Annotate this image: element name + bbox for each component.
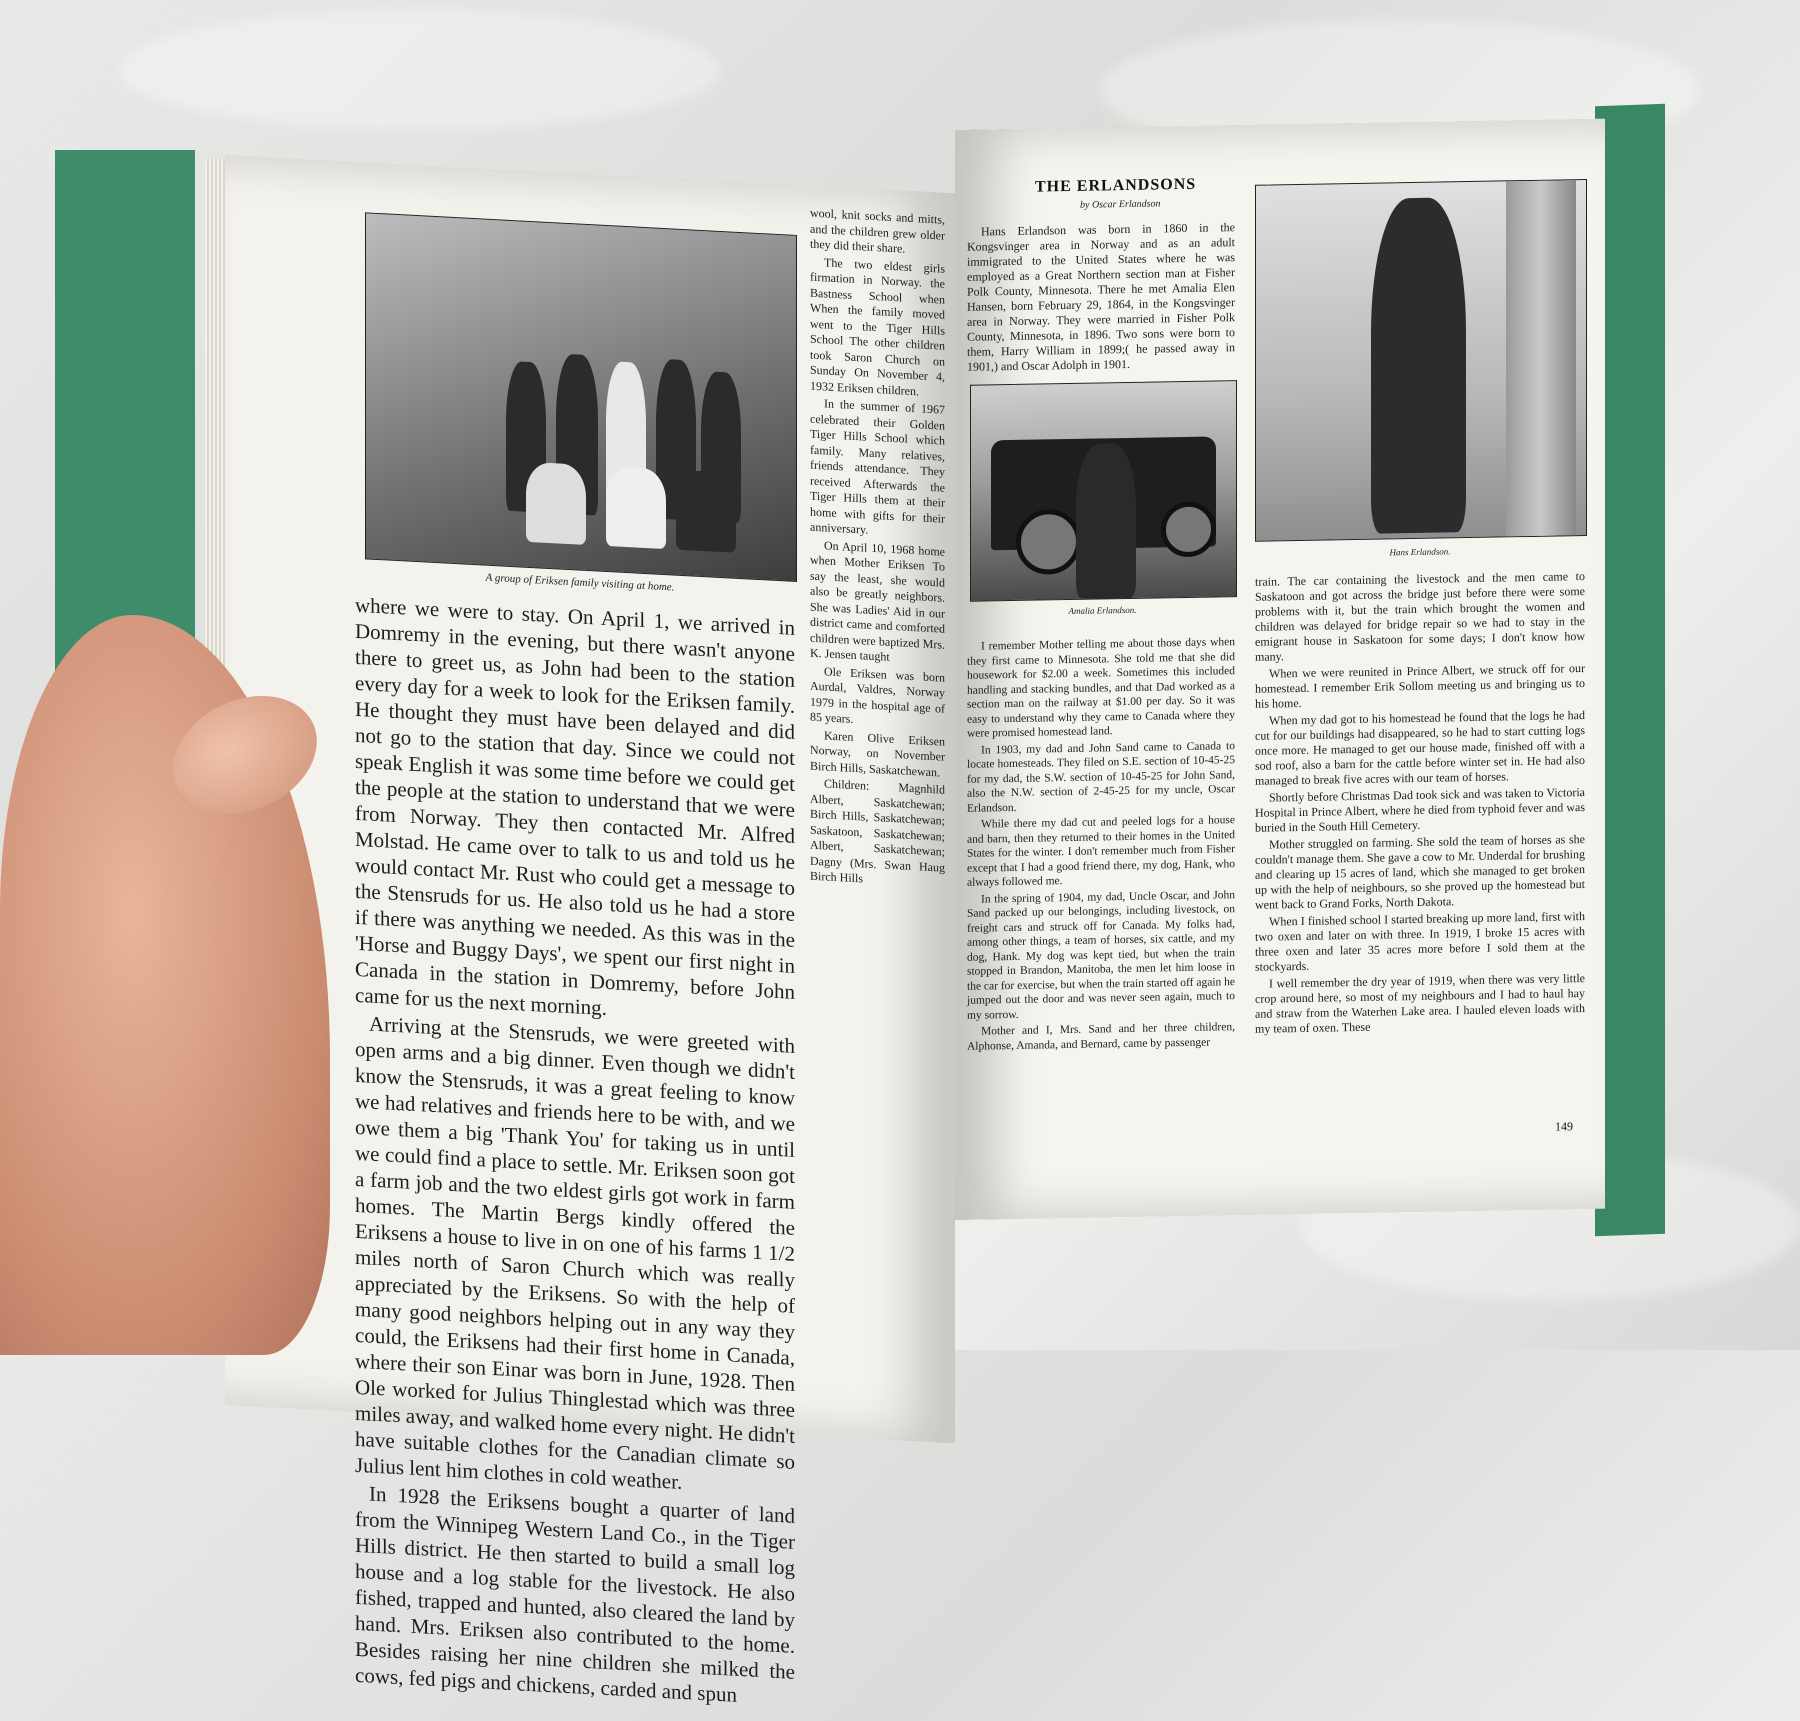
paragraph: Mother and I, Mrs. Sand and her three children, Alphonse, Amanda, and Bernard, came by passenger (967, 1021, 1235, 1053)
left-main-text (355, 592, 795, 1713)
left-side-column (810, 206, 945, 894)
paragraph: Children: Magnhild Albert, Saskatchewan; Birch Hills, Saskatchewan; Saskatoon, Saskatchewan; Albert, Saskatchewan; Dagny (Mrs. Swan Haug Birch Hills (810, 776, 945, 886)
paragraph: Mother struggled on farming. She sold the team of horses as she couldn't manage them. She gave a cow to Mr. Underdal for brushing and clearing up 15 acres of land, which she managed to get broken up with the help of neighbours, so she proved up the homestead but went back to Grand Forks, North Dakota. (1255, 832, 1585, 912)
person-figure (676, 470, 736, 553)
paragraph: where we were to stay. On April 1, we arrived in Domremy in the evening, but there wasn't anyone there to greet us, as John had been to the station every day for a week to look for the Eriksen family. He thought they must have been delayed and did not go to the station that day. Since we could not speak English it was some time before we could get the people at the station to understand that we were from Norway. They then contacted Mr. Alfred Molstad. He came over to talk to us and told us he would contact Mr. Rust who could get a message to the Stensruds for us. He also told us he had a store if there was anything we needed. As this was in the 'Horse and Buggy Days', we spent our first night in Canada in the station in Domremy, before John came for us the next morning. (355, 592, 795, 1021)
paragraph: In the spring of 1904, my dad, Uncle Oscar, and John Sand packed up our belongings, including livestock, on freight cars and struck off for Canada. My folks had, among other things, a team of horses, six cattle, and my dog, Hank. My dog was kept tied, but when the train stopped in Brandon, Manitoba, the men let him loose in the car for exercise, but when the train started off again he jumped out the door and was never seen again, much to my sorrow. (967, 888, 1236, 1022)
paragraph: Shortly before Christmas Dad took sick and was taken to Victoria Hospital in Prince Albert, where he died from typhoid fever and was buried in the South Hill Cemetery. (1255, 785, 1585, 835)
hans-figure (1371, 197, 1466, 534)
amalia-photo (970, 380, 1237, 602)
paragraph: I remember Mother telling me about those days when they first came to Minnesota. She told me that she did housework for $2.00 a week. Sometimes this included handling and stacking bundles, and that Dad worked as a section man on the railway at $1.00 per day. So it was easy to understand why they came to Canada where they were promised homestead land. (967, 636, 1235, 740)
paragraph: Ole Eriksen was born Aurdal, Valdres, Norway 1979 in the hospital age of 85 years. (810, 663, 945, 726)
chapter-byline: by Oscar Erlandson (1080, 198, 1161, 211)
right-column-1 (967, 635, 1235, 1056)
right-page (955, 119, 1605, 1220)
paragraph: In the summer of 1967 celebrated their Golden Tiger Hills School which family. Many relatives, friends attendance. They received Afterwards the Tiger Hills them at their home with gifts for their anniversary. (810, 396, 945, 537)
amalia-figure (1076, 443, 1136, 599)
person-figure (606, 466, 666, 549)
paragraph: I well remember the dry year of 1919, when there was very little crop around here, so most of my neighbours and I had to haul hay and straw from the Waterhen Lake area. I hauled eleven loads with my team of oxen. These (1255, 971, 1585, 1036)
car-wheel (1016, 509, 1081, 575)
hans-portrait-photo (1255, 179, 1587, 542)
paragraph: train. The car containing the livestock and the men came to Saskatoon and got across the bridge just before there were some problems with it, but the train which brought the women and children was delayed for bridge repair so we had to stay in the emigrant house in Saskatoon for some days; I don't know how many. (1255, 569, 1585, 664)
paragraph: When my dad got to his homestead he found that the logs he had cut for our buildings had disappeared, so he had to start cutting logs once more. He managed to get our house made, finished off with a sod roof, also a barn for the cattle before winter set in. He had also managed to break five acres with our team of horses. (1255, 708, 1585, 788)
paragraph: In 1903, my dad and John Sand came to Canada to locate homesteads. They filed on S.E. section of 10-45-25 for my dad, the S.W. section of 10-45-25 for John Sand, also the N.W. section of 2-45-25 for my uncle, Oscar Erlandson. (967, 739, 1235, 815)
pedestal (1506, 180, 1576, 536)
page-number: 149 (1555, 1119, 1573, 1134)
hans-caption: Hans Erlandson. (1389, 546, 1451, 558)
paragraph: Karen Olive Eriksen Norway, on November Birch Hills, Saskatchewan. (810, 727, 945, 779)
person-figure (526, 462, 586, 545)
family-group-photo (365, 212, 797, 582)
intro-text (967, 220, 1235, 377)
paragraph: On April 10, 1968 home when Mother Eriksen To say the least, she would also be greatly neighbors. She was Ladies' Aid in our district came and comforted children were baptized Mrs. K. Jensen taught (810, 537, 945, 664)
paragraph: In 1928 the Eriksens bought a quarter of land from the Winnipeg Western Land Co., in the Tiger Hills district. He then started to build a small log house and a log stable for the livestock. He also fished, trapped and hunted, also cleared the land by hand. Mrs. Eriksen also contributed to the home. Besides raising her nine children she milked the cows, fed pigs and chickens, carded and spun (355, 1481, 795, 1707)
car-wheel (1161, 501, 1216, 557)
right-column-2 (1255, 569, 1585, 1039)
paragraph: While there my dad cut and peeled logs for a house and barn, then they returned to their homes in the United States for the winter. I don't remember much from Fisher except that I had a good friend there, my dog, Hank, who always followed me. (967, 814, 1235, 889)
chapter-title: THE ERLANDSONS (1035, 175, 1197, 196)
paragraph: When I finished school I started breaking up more land, first with two oxen and later on with three. In 1919, I broke 15 acres with three oxen and later 35 acres more before I sold them at the stockyards. (1255, 909, 1585, 974)
amalia-caption: Amalia Erlandson. (1068, 604, 1137, 617)
family-photo-caption: A group of Eriksen family visiting at home. (485, 571, 675, 594)
book-cover-right (1595, 104, 1665, 1236)
paragraph: The two eldest girls firmation in Norway. the Bastness School when When the family moved went to the Tiger Hills School The other children took Saron Church on Sunday On November 4, 1932 Eriksen children. (810, 254, 945, 398)
paragraph: When we were reunited in Prince Albert, we struck off for our homestead. I remember Erik Sollom meeting us and bringing us to his home. (1255, 661, 1585, 711)
paragraph: Arriving at the Stensruds, we were greeted with open arms and a big dinner. Even though we didn't know the Stensruds, it was a great feeling to know we had relatives and friends here to be with, and we owe them a big 'Thank You' for taking us in until we could find a place to settle. Mr. Eriksen soon got a farm job and the two eldest girls got work in farm homes. The Martin Bergs kindly offered the Eriksens a house to live in on one of his farms 1 1/2 miles north of Saron Church which was really appreciated by the Eriksens. So with the help of many good neighbors helping out in any way they could, the Eriksens had their first home in Canada, where their son Einar was born in June, 1928. Then Ole worked for Julius Thinglestad which was three miles away, and walked home every night. He didn't have suitable clothes for the Canadian climate so Julius lent him clothes in cold weather. (355, 1011, 795, 1494)
paragraph: wool, knit socks and mitts, and the children grew older they did their share. (810, 205, 945, 256)
paragraph: Hans Erlandson was born in 1860 in the Kongsvinger area in Norway and as an adult immigrated to the United States where he was employed as a Great Northern section man at Fisher Polk County, Minnesota. There he met Amalia Elen Hansen, born February 29, 1864, in the Kongsvinger area in Norway. They were married in Fisher Polk County, Minnesota, in 1896. Two sons were born to them, Harry William in 1899;( he passed away in 1901,) and Oscar Adolph in 1901. (967, 220, 1235, 374)
left-page (225, 155, 955, 1707)
